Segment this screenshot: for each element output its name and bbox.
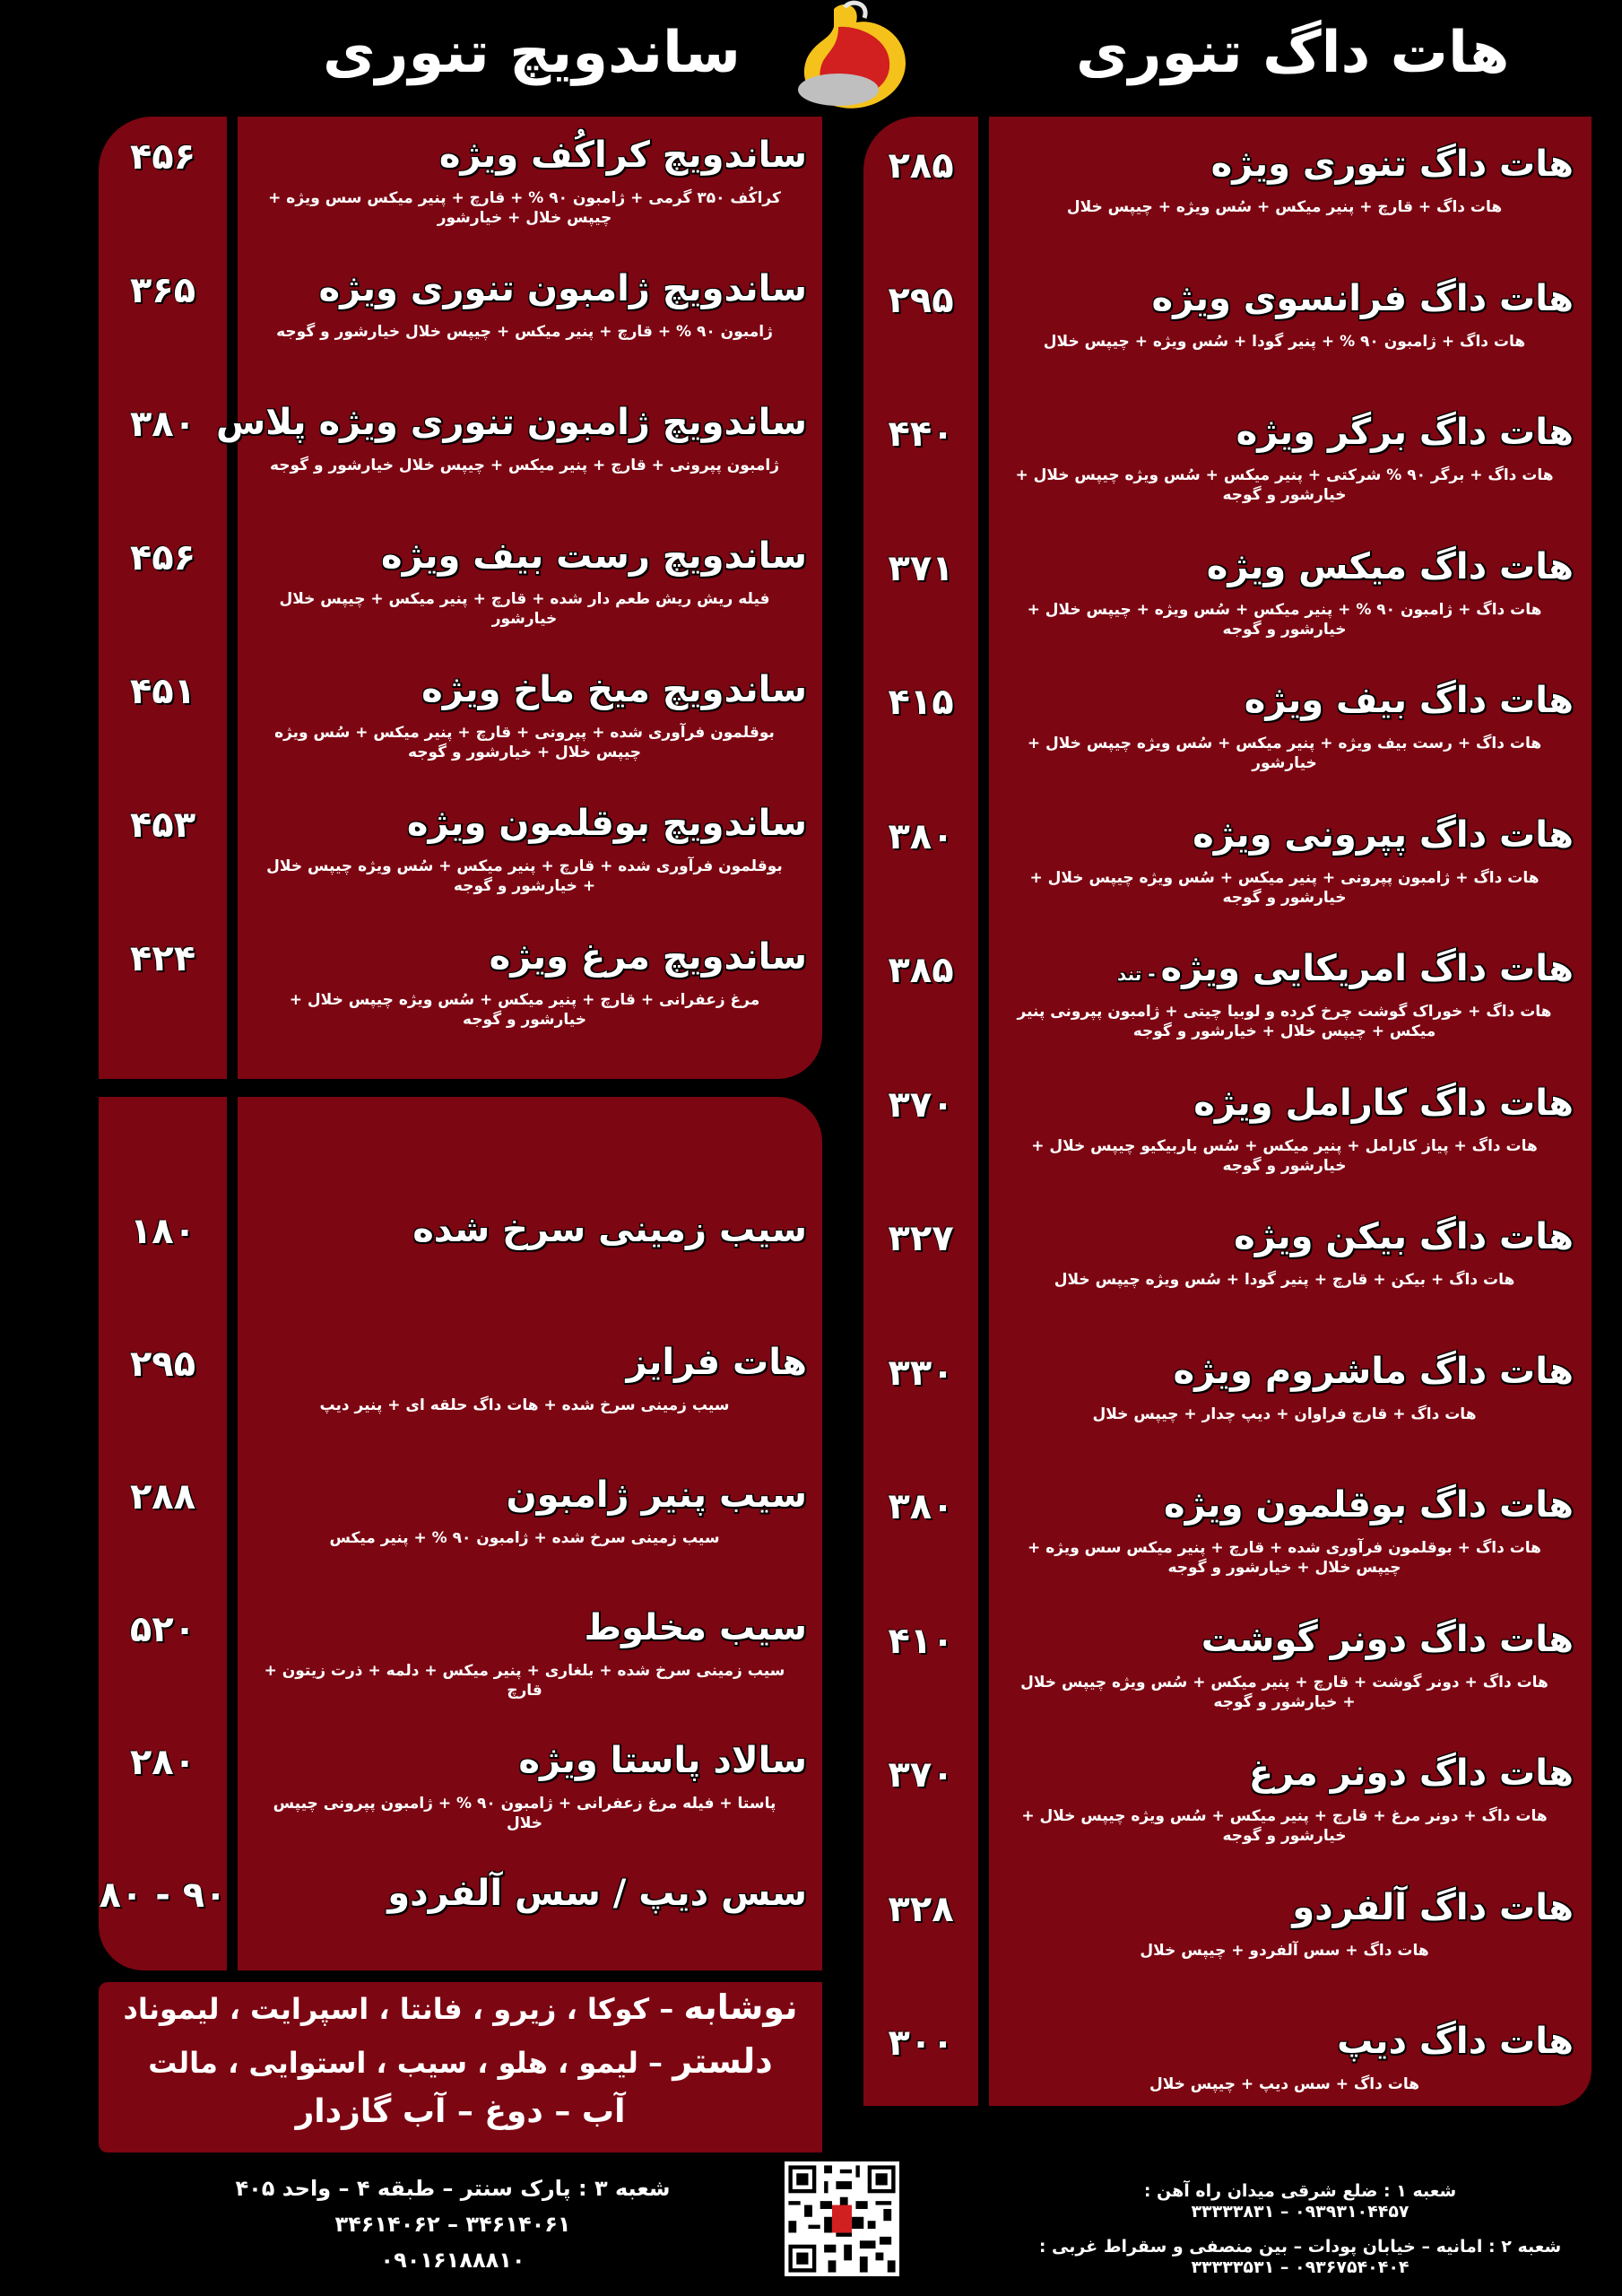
hotdog-item [995,680,1574,773]
sandwich-price: ۳۶۵ [129,270,196,311]
hotdog-price: ۳۲۸ [888,1888,954,1930]
hotdog-description: هات داگ + رست بیف ویژه + پنیر میکس + سُس ویژه چیپس خلال + خیارشور [1027,735,1542,772]
hotdog-description: هات داگ + قارچ فراوان + دیپ چدار + چیپس خلال [1092,1405,1477,1423]
side-description: پاستا + فیله مرغ زعفرانی + ژامبون ۹۰ % + ژامبون پپرونی چیپس خلال [273,1795,776,1832]
side-price: ۲۸۸ [129,1476,196,1518]
hotdog-name-text: هات داگ بیکن ویژه [1234,1216,1574,1257]
side-name-text: هات فرایز [626,1342,807,1383]
hotdog-name [995,546,1574,587]
hotdog-price: ۳۰۰ [888,2022,954,2064]
hotdog-name [995,814,1574,856]
sandwich-item [215,402,807,475]
sandwich-section-title: ساندویچ تنوری [323,20,741,86]
sandwich-price: ۳۸۰ [129,404,196,445]
branch-3-address: شعبه ۳ : پارک سنتر – طبقه ۴ – واحد ۴۰۵ [235,2176,671,2201]
branch-1-address: شعبه ۱ : ضلع شرقی میدان راه آهن : [1143,2181,1457,2201]
hotdog-price: ۴۱۵ [888,682,954,723]
hotdog-name [995,412,1574,453]
sandwich-item [242,135,807,228]
hotdog-name-text: هات داگ دونر مرغ [1248,1752,1574,1794]
hotdog-item [995,546,1574,639]
hotdog-name [995,144,1574,185]
sandwich-name [242,535,807,577]
side-item [242,1342,807,1415]
hotdog-name [995,1351,1574,1392]
hotdog-name-text: هات داگ برگر ویژه [1236,412,1574,453]
hotdog-item [995,814,1574,908]
sandwich-name [215,402,807,443]
hotdog-price: ۳۲۷ [888,1218,954,1259]
hotdog-price: ۴۴۰ [888,413,954,455]
drinks-soda-items: – کوکا ، زیرو ، فانتا ، اسپرایت ، لیموناد [123,1992,674,2026]
sandwich-item [242,803,807,896]
hotdog-description: هات داگ + برگر ۹۰ % شرکتی + پنیر میکس + سُس ویژه چیپس خلال + خیارشور و گوجه [1015,466,1554,504]
branch-1-phones: ۰۹۳۹۳۱۰۴۴۵۷ – ۳۳۳۳۳۸۳۱ [1191,2202,1409,2222]
footer-branch-3 [157,2170,749,2278]
sandwich-name [242,669,807,710]
hotdog-name [995,1216,1574,1257]
footer-branches-1-2 [1004,2181,1596,2278]
hotdog-item [995,1351,1574,1424]
hotdog-name-text: هات داگ ماشروم ویژه [1173,1350,1574,1392]
sandwich-name [242,268,807,309]
hotdog-name [995,1752,1574,1794]
side-price: ۱۸۰ [129,1211,196,1252]
branch-2-address: شعبه ۲ : امانیه – خیابان پودات – بین منصفی و سقراط غربی : [1038,2237,1562,2257]
drinks-dalester-items: – لیمو ، هلو ، سیب ، استوایی ، مالت [148,2046,664,2080]
hotdog-item [995,1887,1574,1961]
sandwich-description: فیله ریش ریش طعم دار شده + قارچ + پنیر میکس + چیپس خلال خیارشور [279,590,770,628]
sandwich-price: ۴۵۶ [129,537,196,578]
hotdog-price: ۳۳۰ [888,1352,954,1394]
side-name [242,1873,807,1914]
drinks-dalester-label: دلستر [672,2041,773,2081]
sandwich-description: کراکُف ۳۵۰ گرمی + ژامبون ۹۰ % + قارچ + پنیر میکس سس ویژه + چیپس خلال + خیارشور [268,189,781,227]
sandwich-price: ۴۵۶ [129,136,196,178]
sandwich-price: ۴۵۱ [129,671,196,712]
hotdog-description: هات داگ + ژامبون پپرونی + پنیر میکس + سُس ویژه چیپس خلال + خیارشور و گوجه [1029,868,1540,907]
hotdog-name [995,1619,1574,1660]
hotdog-name-text: هات داگ کارامل ویژه [1193,1082,1574,1124]
sandwich-item [242,268,807,342]
sandwich-name-text: ساندویچ میخ ماخ ویژه [421,669,807,710]
hotdog-description: هات داگ + سس آلفردو + چیپس خلال [1140,1941,1429,1960]
sandwich-name-text: ساندویچ مرغ ویژه [489,936,807,978]
hotdog-name [995,2021,1574,2062]
sandwich-item [242,669,807,762]
hotdog-name-text: هات داگ بوقلمون ویژه [1164,1484,1574,1526]
branch-3-phones: ۳۴۶۱۴۰۶۱ – ۳۴۶۱۴۰۶۲ [334,2212,571,2237]
hotdog-tag: - تند [1117,963,1156,985]
side-name [242,1740,807,1781]
sandwich-price: ۴۵۳ [129,804,196,846]
sandwich-item [242,936,807,1030]
hotdog-description: هات داگ + دونر مرغ + قارچ + پنیر میکس + سُس ویژه چیپس خلال + خیارشور و گوجه [1021,1807,1548,1845]
hotdog-description: هات داگ + دونر گوشت + قارچ + پنیر میکس + سُس ویژه چیپس خلال + خیارشور و گوجه [1020,1673,1548,1711]
hotdog-price: ۳۸۰ [888,1486,954,1527]
side-item [242,1209,807,1250]
branch-3-mobile: ۰۹۰۱۶۱۸۸۸۱۰ [380,2248,525,2273]
hotdog-price: ۳۷۱ [888,547,954,589]
side-name-text: سالاد پاستا ویژه [518,1740,807,1781]
hotdog-item [995,412,1574,505]
hotdog-name-text: هات داگ فرانسوی ویژه [1151,277,1574,319]
hotdog-name [995,1083,1574,1124]
hotdog-name [995,1484,1574,1526]
hotdog-name-text: هات داگ پپرونی ویژه [1193,813,1574,856]
hotdog-description: هات داگ + خوراک گوشت چرخ کرده و لوبیا چیتی + ژامبون پپرونی پنیر میکس + چیپس خلال + خیارشور و گوجه [1017,1003,1552,1040]
hotdog-item [995,1619,1574,1712]
side-description: سیب زمینی سرخ شده + بلغاری + پنیر میکس + دلمه + ذرت زیتون + قارچ [264,1662,785,1700]
drinks-line-3: آب – دوغ – آب گازدار [295,2093,626,2130]
hotdog-name-text: هات داگ بیف ویژه [1244,680,1574,721]
hotdog-name [995,680,1574,721]
hotdog-description: هات داگ + بوقلمون فرآوری شده + قارچ + پنیر میکس سس ویژه + چیپس خلال + خیارشور و گوجه [1028,1539,1541,1577]
sandwich-name-text: ساندویچ رست بیف ویژه [380,535,807,577]
side-description: سیب زمینی سرخ شده + هات داگ حلقه ای + پنیر دیپ [319,1396,730,1414]
hotdog-item [995,1484,1574,1578]
side-description: سیب زمینی سرخ شده + ژامبون ۹۰ % + پنیر میکس [329,1529,720,1547]
hotdog-price: ۳۸۰ [888,815,954,857]
drinks-soda-label: نوشابه [683,1987,798,2027]
sandwich-description: ژامبون پپرونی + قارچ + پنیر میکس + چیپس خلال خیارشور و گوجه [269,457,780,474]
side-name-text: سس دیپ / سس آلفردو [387,1873,807,1914]
hotdog-description: هات داگ + قارچ + پنیر میکس + سُس ویژه + چیپس خلال [1066,198,1503,216]
side-name [242,1342,807,1383]
side-name [242,1474,807,1516]
sandwich-price: ۴۲۴ [129,938,196,979]
side-price: ۲۸۰ [129,1742,196,1783]
sandwich-name-text: ساندویچ کراکُف ویژه [438,135,807,176]
hotdog-section-title: هات داگ تنوری [1076,20,1510,86]
hotdog-description: هات داگ + سس دیپ + چیپس خلال [1149,2075,1420,2093]
side-price: ۵۲۰ [129,1609,196,1650]
side-name [242,1209,807,1250]
hotdog-price: ۳۸۵ [888,950,954,991]
sandwich-name-text: ساندویچ ژامبون تنوری ویژه [318,268,807,309]
hotdog-price: ۲۸۵ [888,145,954,187]
hotdog-description: هات داگ + بیکن + قارچ + پنیر گودا + سُس ویژه چیپس خلال [1054,1271,1515,1289]
side-item [242,1740,807,1833]
hotdog-item [995,278,1574,352]
sandwich-description: مرغ زعفرانی + قارچ + پنیر میکس + سُس ویژه چیپس خلال + خیارشور و گوجه [289,991,760,1029]
side-name-text: سیب پنیر ژامبون [506,1474,807,1516]
side-name-text: سیب زمینی سرخ شده [412,1209,807,1250]
side-item [242,1873,807,1914]
hotdog-item [995,144,1574,217]
sandwich-item [242,535,807,629]
drinks-line-2 [99,2041,822,2081]
hotdog-item [995,1752,1574,1846]
qr-code-icon[interactable] [785,2161,899,2276]
sandwich-description: بوقلمون فرآوری شده + قارچ + پنیر میکس + سُس ویژه چیپس خلال + خیارشور و گوجه [266,857,783,895]
sandwich-name-text: ساندویچ بوقلمون ویژه [406,803,807,844]
hotdog-price: ۴۱۰ [888,1620,954,1662]
hotdog-item [995,1216,1574,1290]
hotdog-description: هات داگ + ژامبون ۹۰ % + پنیر گودا + سُس ویژه + چیپس خلال [1043,332,1526,351]
drinks-line-1 [99,1987,822,2027]
hotdog-item [995,2021,1574,2094]
hotdog-item [995,1083,1574,1176]
hotdog-name-text: هات داگ دونر گوشت [1201,1618,1574,1660]
hotdog-description: هات داگ + پیاز کارامل + پنیر میکس + سُس باربیکیو چیپس خلال + خیارشور و گوجه [1031,1136,1538,1175]
sandwich-name-text: ساندویچ ژامبون تنوری ویژه پلاس [215,402,807,443]
side-name-text: سیب مخلوط [584,1607,807,1648]
hotdog-name-text: هات داگ امریکایی ویژه [1160,948,1574,989]
side-item [242,1607,807,1700]
side-item [242,1474,807,1548]
sandwich-name [242,803,807,844]
hotdog-price: ۳۷۰ [888,1754,954,1796]
hotdog-price: ۳۷۰ [888,1083,954,1126]
sandwich-description: بوقلمون فرآوری شده + پپرونی + قارچ + پنیر میکس + سُس ویژه چیپس خلال + خیارشور و گوجه [274,724,775,761]
side-price: ۲۹۵ [129,1344,196,1385]
hotdog-name-text: هات داگ دیپ [1337,2021,1574,2062]
drinks-box [99,1984,822,2130]
hotdog-name-text: هات داگ میکس ویژه [1206,545,1574,587]
sandwich-price-panel [99,117,227,1079]
hotdog-description: هات داگ + ژامبون ۹۰ % + پنیر میکس + سُس ویژه + چیپس خلال + خیارشور و گوجه [1027,600,1542,639]
hotdog-price: ۲۹۵ [888,279,954,321]
hotdog-name [995,948,1574,989]
sandwich-description: ژامبون ۹۰ % + قارچ + پنیر میکس + چیپس خلال خیارشور و گوجه [276,323,773,341]
side-price: ۹۰ - ۸۰ [99,1874,227,1916]
side-name [242,1607,807,1648]
hotdog-name [995,1887,1574,1928]
chili-logo [771,0,941,117]
hotdog-name-text: هات داگ تنوری ویژه [1210,144,1574,185]
hotdog-name-text: هات داگ آلفردو [1292,1886,1574,1928]
branch-2-phones: ۰۹۳۶۷۵۴۰۴۰۴ – ۳۳۳۳۳۵۳۱ [1191,2257,1409,2277]
hotdog-item [995,948,1574,1041]
hotdog-name [995,278,1574,319]
sandwich-name [242,135,807,176]
sandwich-name [242,936,807,978]
